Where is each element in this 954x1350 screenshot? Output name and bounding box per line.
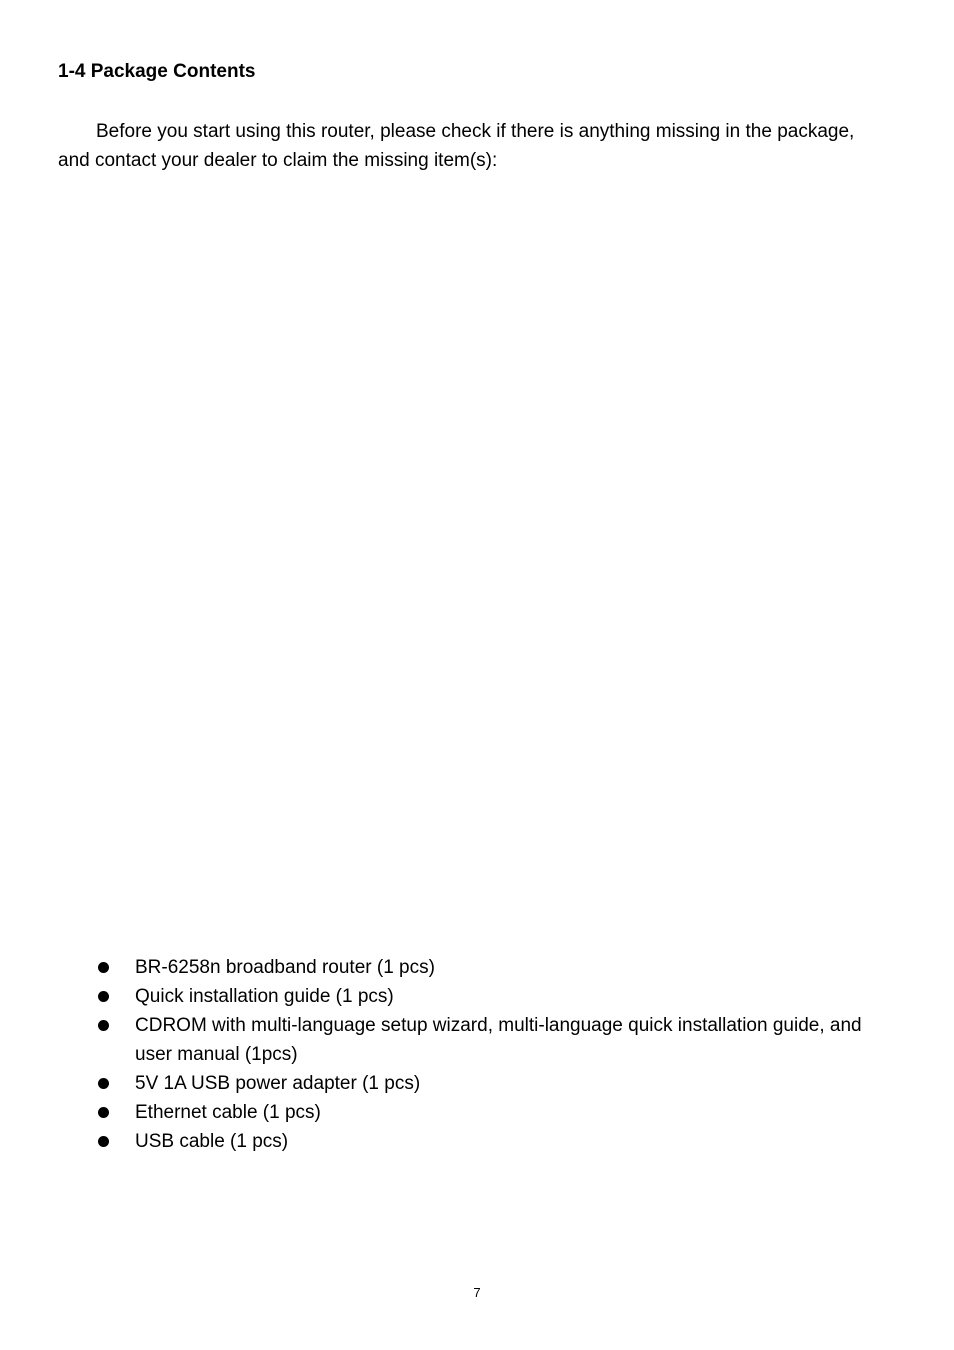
list-item-text: Ethernet cable (1 pcs) [135, 1102, 321, 1123]
list-item [96, 1127, 896, 1156]
package-contents-list [96, 953, 896, 1156]
list-item-text: 5V 1A USB power adapter (1 pcs) [135, 1073, 421, 1094]
list-item [96, 953, 896, 982]
list-item [96, 1069, 896, 1098]
list-item [96, 1098, 896, 1127]
page-number: 7 [473, 1285, 481, 1300]
section-title: 1-4 Package Contents [58, 61, 256, 82]
bullet-icon [98, 1078, 109, 1089]
bullet-icon [98, 1136, 109, 1147]
list-item-text: BR-6258n broadband router (1 pcs) [135, 957, 435, 978]
list-item [96, 1011, 896, 1069]
list-item-text: CDROM with multi-language setup wizard, multi-language quick installation guide, and user manual (1pcs) [135, 1015, 862, 1065]
list-item-text: Quick installation guide (1 pcs) [135, 986, 394, 1007]
list-item [96, 982, 896, 1011]
bullet-icon [98, 1020, 109, 1031]
bullet-icon [98, 962, 109, 973]
bullet-icon [98, 991, 109, 1002]
bullet-icon [98, 1107, 109, 1118]
list-item-text: USB cable (1 pcs) [135, 1131, 289, 1152]
intro-paragraph: Before you start using this router, please check if there is anything missing in the package, and contact your dealer to claim the missing item(s): [58, 121, 855, 171]
